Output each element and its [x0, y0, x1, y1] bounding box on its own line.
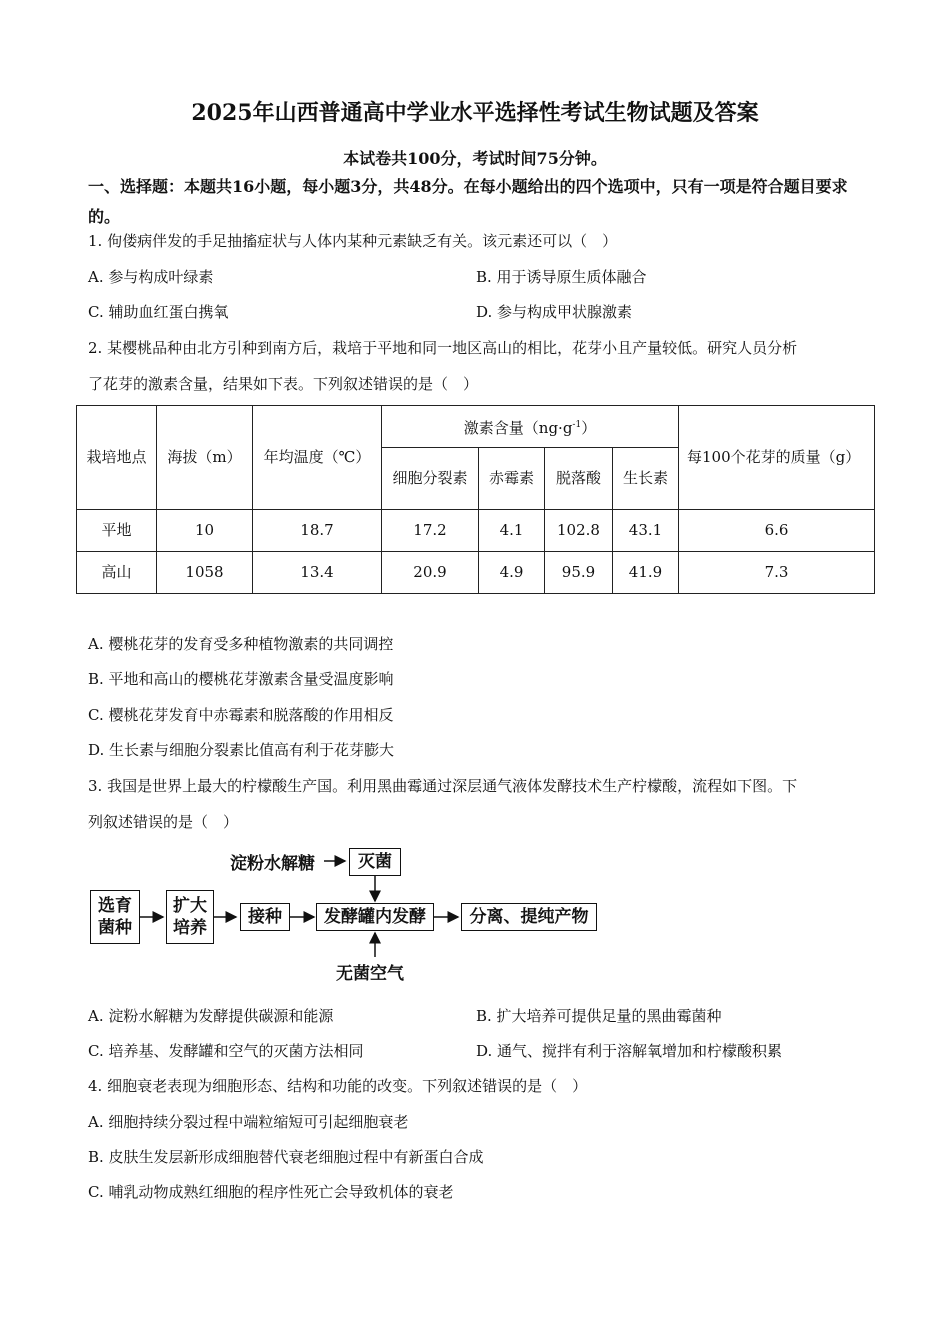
q2-stem-line1: 2. 某樱桃品种由北方引种到南方后，栽培于平地和同一地区高山的相比，花芽小且产量较低。研究人员分析 [88, 339, 798, 357]
page-title: 2025年山西普通高中学业水平选择性考试生物试题及答案 [191, 100, 759, 126]
table-row [77, 551, 875, 593]
cell-site: 平地 [77, 509, 157, 551]
cell-cytokinin: 20.9 [382, 551, 479, 593]
header-abscisic-acid: 脱落酸 [545, 448, 613, 509]
header-gibberellin: 赤霉素 [479, 448, 545, 509]
q1-option-a: A. 参与构成叶绿素 [88, 268, 214, 286]
sterilize-box: 灭菌 [349, 848, 401, 876]
q3-option-b: B. 扩大培养可提供足量的黑曲霉菌种 [476, 1007, 722, 1025]
cell-altitude: 1058 [157, 551, 253, 593]
q2-option-a: A. 樱桃花芽的发育受多种植物激素的共同调控 [88, 635, 394, 653]
header-altitude: 海拔（m） [157, 406, 253, 510]
cell-gibberellin: 4.9 [479, 551, 545, 593]
q3-option-d: D. 通气、搅拌有利于溶解氧增加和柠檬酸积累 [476, 1042, 783, 1060]
q1-option-d: D. 参与构成甲状腺激素 [476, 303, 633, 321]
sterile-air-label: 无菌空气 [336, 964, 404, 984]
header-site: 栽培地点 [77, 406, 157, 510]
header-auxin: 生长素 [613, 448, 679, 509]
cell-abscisic-acid: 102.8 [545, 509, 613, 551]
expand-culture-box: 扩大培养 [166, 890, 214, 944]
q2-option-b: B. 平地和高山的樱桃花芽激素含量受温度影响 [88, 670, 394, 688]
header-mass: 每100个花芽的质量（g） [679, 406, 875, 510]
q4-stem: 4. 细胞衰老表现为细胞形态、结构和功能的改变。下列叙述错误的是（ ） [88, 1077, 588, 1095]
cell-abscisic-acid: 95.9 [545, 551, 613, 593]
header-temperature: 年均温度（℃） [253, 406, 382, 510]
q4-option-c: C. 哺乳动物成熟红细胞的程序性死亡会导致机体的衰老 [88, 1183, 454, 1201]
q3-stem-line1: 3. 我国是世界上最大的柠檬酸生产国。利用黑曲霉通过深层通气液体发酵技术生产柠檬酸，流程如下图。下 [88, 777, 798, 795]
section-heading: 一、选择题：本题共16小题，每小题3分，共48分。在每小题给出的四个选项中，只有一项是符合题目要求的。 [88, 177, 848, 226]
select-strain-box: 选育菌种 [90, 890, 140, 944]
hormone-table [76, 405, 875, 594]
q3-option-c: C. 培养基、发酵罐和空气的灭菌方法相同 [88, 1042, 364, 1060]
cell-temperature: 13.4 [253, 551, 382, 593]
header-cytokinin: 细胞分裂素 [382, 448, 479, 509]
cell-auxin: 43.1 [613, 509, 679, 551]
q4-option-b: B. 皮肤生发层新形成细胞替代衰老细胞过程中有新蛋白合成 [88, 1148, 484, 1166]
table-row [77, 509, 875, 551]
citric-acid-flowchart [86, 845, 606, 985]
separate-purify-box: 分离、提纯产物 [461, 903, 597, 931]
header-hormone-unit-exp: -1 [572, 420, 582, 431]
cell-auxin: 41.9 [613, 551, 679, 593]
cell-mass: 6.6 [679, 509, 875, 551]
cell-gibberellin: 4.1 [479, 509, 545, 551]
q3-stem-line2: 列叙述错误的是（ ） [88, 813, 239, 831]
q2-option-d: D. 生长素与细胞分裂素比值高有利于花芽膨大 [88, 741, 395, 759]
fermenter-box: 发酵罐内发酵 [316, 903, 434, 931]
exam-info: 本试卷共100分，考试时间75分钟。 [343, 149, 607, 168]
header-hormone [382, 406, 679, 448]
q4-option-a: A. 细胞持续分裂过程中端粒缩短可引起细胞衰老 [88, 1113, 409, 1131]
inoculate-box: 接种 [240, 903, 290, 931]
cell-altitude: 10 [157, 509, 253, 551]
starch-hydrolysate-label: 淀粉水解糖 [230, 854, 315, 874]
q1-stem: 1. 佝偻病伴发的手足抽搐症状与人体内某种元素缺乏有关。该元素还可以（ ） [88, 232, 618, 250]
header-hormone-text: 激素含量（ng·g [463, 419, 573, 438]
q3-option-a: A. 淀粉水解糖为发酵提供碳源和能源 [88, 1007, 334, 1025]
q1-option-c: C. 辅助血红蛋白携氧 [88, 303, 229, 321]
cell-site: 高山 [77, 551, 157, 593]
cell-temperature: 18.7 [253, 509, 382, 551]
q1-option-b: B. 用于诱导原生质体融合 [476, 268, 647, 286]
cell-mass: 7.3 [679, 551, 875, 593]
cell-cytokinin: 17.2 [382, 509, 479, 551]
q2-option-c: C. 樱桃花芽发育中赤霉素和脱落酸的作用相反 [88, 706, 394, 724]
header-hormone-close: ） [581, 419, 597, 438]
q2-stem-line2: 了花芽的激素含量，结果如下表。下列叙述错误的是（ ） [88, 375, 479, 393]
